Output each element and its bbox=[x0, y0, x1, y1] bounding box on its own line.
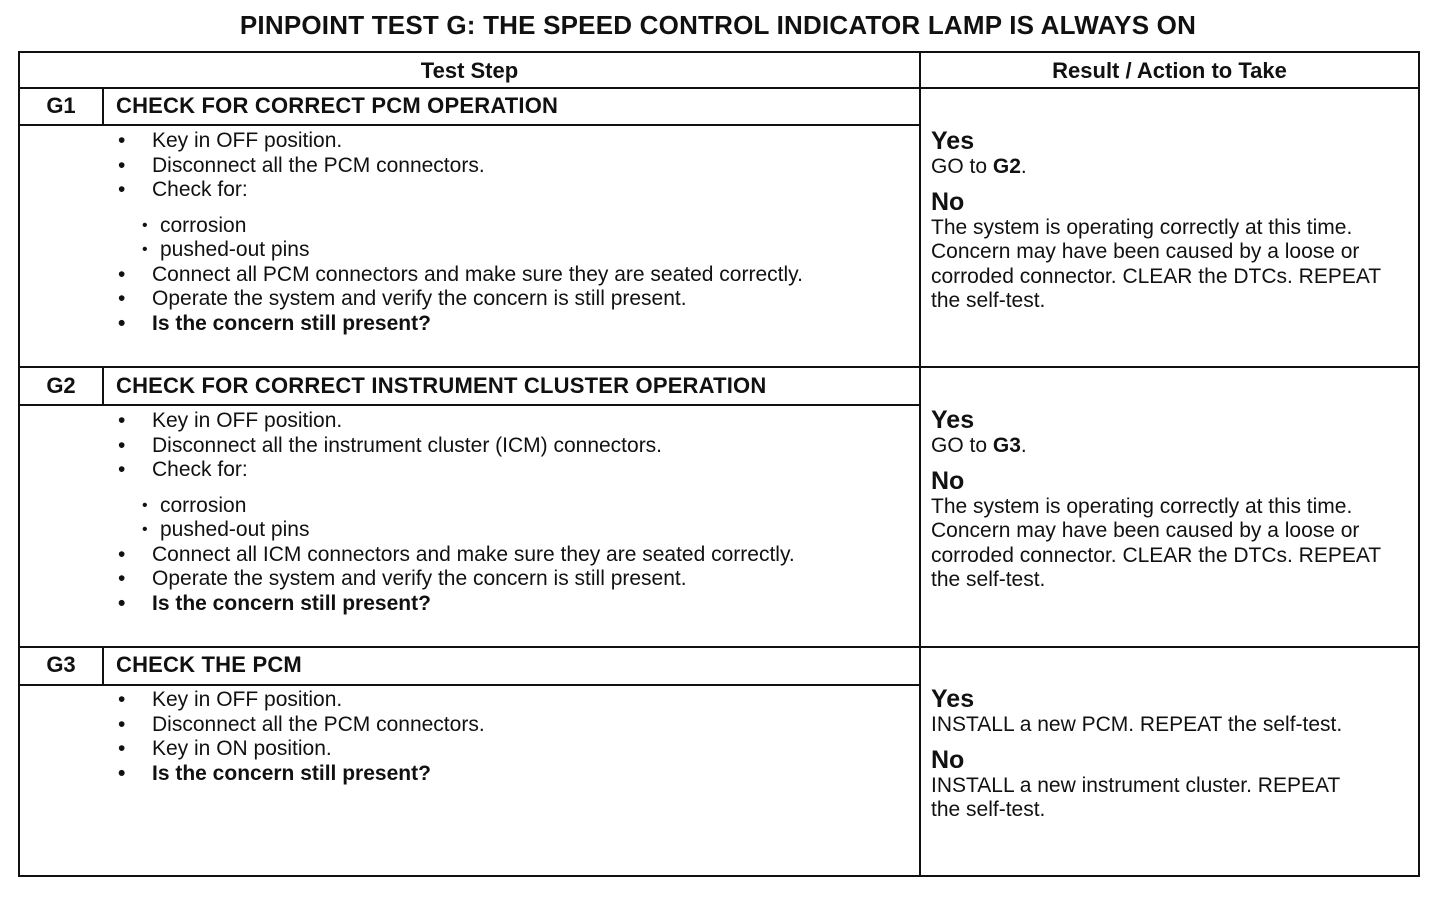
list-item: • Key in OFF position. bbox=[116, 688, 906, 713]
no-label: No bbox=[931, 745, 965, 774]
step-g1-instructions bbox=[116, 129, 906, 336]
list-item: • Connect all ICM connectors and make sure they are seated correctly. bbox=[116, 543, 906, 568]
list-item-question: • Is the concern still present? bbox=[116, 312, 906, 337]
no-action: The system is operating correctly at this time. Concern may have been caused by a loose or corroded connector. CLEAR the DTCs. REPEAT the self-test. bbox=[931, 494, 1381, 591]
yes-action-text: . bbox=[1020, 434, 1027, 457]
list-item: • Operate the system and verify the concern is still present. bbox=[116, 287, 906, 312]
list-item bbox=[116, 178, 906, 263]
list-item: • Connect all PCM connectors and make sure they are seated correctly. bbox=[116, 263, 906, 288]
step-g2-instructions bbox=[116, 409, 906, 616]
step-id-g1: G1 bbox=[46, 93, 76, 118]
step-g1-result bbox=[931, 127, 1415, 314]
yes-label: Yes bbox=[931, 685, 975, 713]
step-g3-instructions bbox=[116, 688, 906, 786]
step-reference: G3 bbox=[992, 434, 1021, 457]
step-heading-divider bbox=[20, 404, 919, 406]
list-item: • Operate the system and verify the concern is still present. bbox=[116, 567, 906, 592]
column-header-test-step: Test Step bbox=[420, 58, 519, 83]
yes-action bbox=[931, 434, 1415, 459]
list-item: • Key in OFF position. bbox=[116, 409, 906, 434]
yes-label: Yes bbox=[931, 406, 975, 434]
yes-action-text: GO to bbox=[931, 155, 993, 178]
sub-list-item: • corrosion bbox=[140, 214, 906, 239]
step-g3-result bbox=[931, 685, 1415, 823]
yes-action bbox=[931, 155, 1415, 180]
step-id-divider bbox=[102, 648, 104, 684]
no-action: The system is operating correctly at this time. Concern may have been caused by a loose or corroded connector. CLEAR the DTCs. REPEAT the self-test. bbox=[931, 215, 1381, 312]
sub-list bbox=[140, 494, 906, 543]
step-id-g3: G3 bbox=[46, 652, 76, 677]
column-divider bbox=[919, 53, 921, 875]
list-item-question: • Is the concern still present? bbox=[116, 592, 906, 617]
list-item: • Disconnect all the PCM connectors. bbox=[116, 154, 906, 179]
no-label: No bbox=[931, 187, 965, 216]
step-g2-result bbox=[931, 406, 1415, 593]
sub-list-item: • corrosion bbox=[140, 494, 906, 519]
header-divider bbox=[20, 87, 1418, 89]
step-divider bbox=[20, 366, 1418, 368]
step-heading-divider bbox=[20, 684, 919, 686]
sub-list-item: • pushed-out pins bbox=[140, 518, 906, 543]
yes-action-text: GO to bbox=[931, 434, 993, 457]
step-id-g2: G2 bbox=[46, 373, 76, 398]
list-item bbox=[116, 458, 906, 543]
no-action: INSTALL a new instrument cluster. REPEAT the self-test. bbox=[931, 773, 1340, 821]
step-id-divider bbox=[102, 368, 104, 404]
list-item-question: • Is the concern still present? bbox=[116, 762, 906, 787]
step-reference: G2 bbox=[992, 155, 1021, 178]
yes-label: Yes bbox=[931, 127, 975, 155]
list-item: • Key in ON position. bbox=[116, 737, 906, 762]
step-heading-g1: CHECK FOR CORRECT PCM OPERATION bbox=[116, 93, 559, 118]
step-heading-divider bbox=[20, 124, 919, 126]
step-divider bbox=[20, 646, 1418, 648]
sub-list-item: • pushed-out pins bbox=[140, 238, 906, 263]
yes-action-text: . bbox=[1020, 155, 1027, 178]
pinpoint-test-table bbox=[18, 51, 1420, 877]
step-heading-g2: CHECK FOR CORRECT INSTRUMENT CLUSTER OPERATION bbox=[116, 373, 767, 398]
no-label: No bbox=[931, 466, 965, 495]
list-item-text: Check for: bbox=[152, 458, 248, 481]
column-header-result: Result / Action to Take bbox=[1052, 58, 1287, 83]
sub-list bbox=[140, 214, 906, 263]
list-item: • Disconnect all the instrument cluster (ICM) connectors. bbox=[116, 434, 906, 459]
list-item: • Key in OFF position. bbox=[116, 129, 906, 154]
page-title: PINPOINT TEST G: THE SPEED CONTROL INDICATOR LAMP IS ALWAYS ON bbox=[239, 10, 1197, 40]
step-heading-g3: CHECK THE PCM bbox=[116, 652, 302, 677]
list-item: • Disconnect all the PCM connectors. bbox=[116, 713, 906, 738]
list-item-text: Check for: bbox=[152, 178, 248, 201]
yes-action: INSTALL a new PCM. REPEAT the self-test. bbox=[931, 713, 1343, 736]
step-id-divider bbox=[102, 89, 104, 124]
